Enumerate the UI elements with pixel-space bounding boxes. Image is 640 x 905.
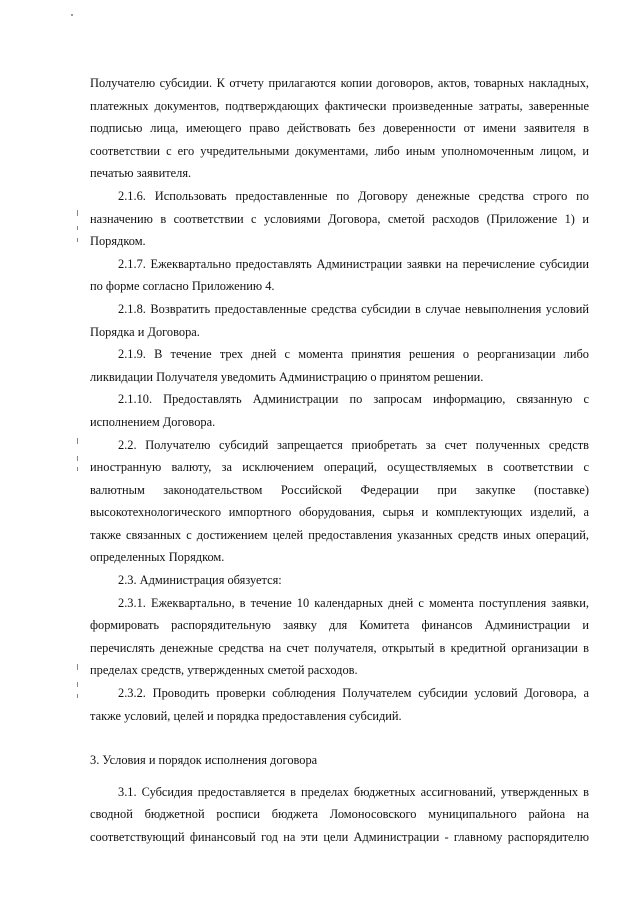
scan-mark: [77, 682, 78, 687]
section-heading: 3. Условия и порядок исполнения договора: [90, 753, 318, 768]
scan-mark: [71, 14, 73, 16]
paragraph-2-2: 2.2. Получателю субсидий запрещается приобретать за счет полученных средств иностранную валюту, за исключением операций, осуществляемых в соответствии с валютным законодательством Российской Федерации при закупке (поставке) высокотехнологического импортного оборудования, сырья и комплектующих изделий, а также связанных с достижением целей предоставления указанных средств иных операций, определенных Порядком.: [90, 437, 589, 565]
scan-mark: [77, 438, 78, 444]
scan-mark: [77, 226, 78, 230]
paragraph-2-1-10: 2.1.10. Предоставлять Администрации по запросам информацию, связанную с исполнением Договора.: [90, 392, 589, 429]
scan-mark: [77, 467, 78, 471]
paragraph-2-1-8: 2.1.8. Возвратить предоставленные средства субсидии в случае невыполнения условий Порядка и Договора.: [90, 301, 589, 339]
paragraph-2-3-2: 2.3.2. Проводить проверки соблюдения Получателем субсидии условий Договора, а также условий, целей и порядка предоставления субсидий.: [90, 686, 589, 723]
paragraph-3-1: 3.1. Субсидия предоставляется в пределах бюджетных ассигнований, утвержденных в сводной бюджетной росписи бюджета Ломоносовского муниципального района на соответствующий финансовый год на эти цели Администрации - главному распорядителю: [90, 784, 589, 844]
paragraph-continuation: Получателю субсидии. К отчету прилагаются копии договоров, актов, товарных накладных, платежных документов, подтверждающих фактически произведенные затраты, заверенные подписью лица, имеющего право действовать без доверенности от имени заявителя в соответствии с его учредительными документами, либо иным уполномоченным лицом, и печатью заявителя.: [90, 76, 589, 181]
scan-mark: [77, 238, 78, 242]
scan-mark: [77, 694, 78, 698]
paragraph-2-1-9: 2.1.9. В течение трех дней с момента принятия решения о реорганизации либо ликвидации Получателя уведомить Администрацию о принятом решении.: [90, 347, 589, 384]
document-body: [90, 72, 589, 849]
scan-mark: [77, 210, 78, 216]
paragraph-2-3: 2.3. Администрация обязуется:: [118, 573, 282, 588]
scan-mark: [77, 664, 78, 670]
paragraph-2-1-6: 2.1.6. Использовать предоставленные по Договору денежные средства строго по назначению в соответствии с условиями Договора, сметой расходов (Приложение 1) и Порядком.: [90, 188, 589, 249]
paragraph-2-3-1: 2.3.1. Ежеквартально, в течение 10 календарных дней с момента поступления заявки, формировать распорядительную заявку для Комитета финансов Администрации и перечислять денежные средства на счет получателя, открытый в кредитной организации в пределах средств, утвержденных сметой расходов.: [90, 595, 589, 678]
scan-mark: [77, 456, 78, 461]
paragraph-2-1-7: 2.1.7. Ежеквартально предоставлять Администрации заявки на перечисление субсидии по форме согласно Приложению 4.: [90, 256, 589, 294]
